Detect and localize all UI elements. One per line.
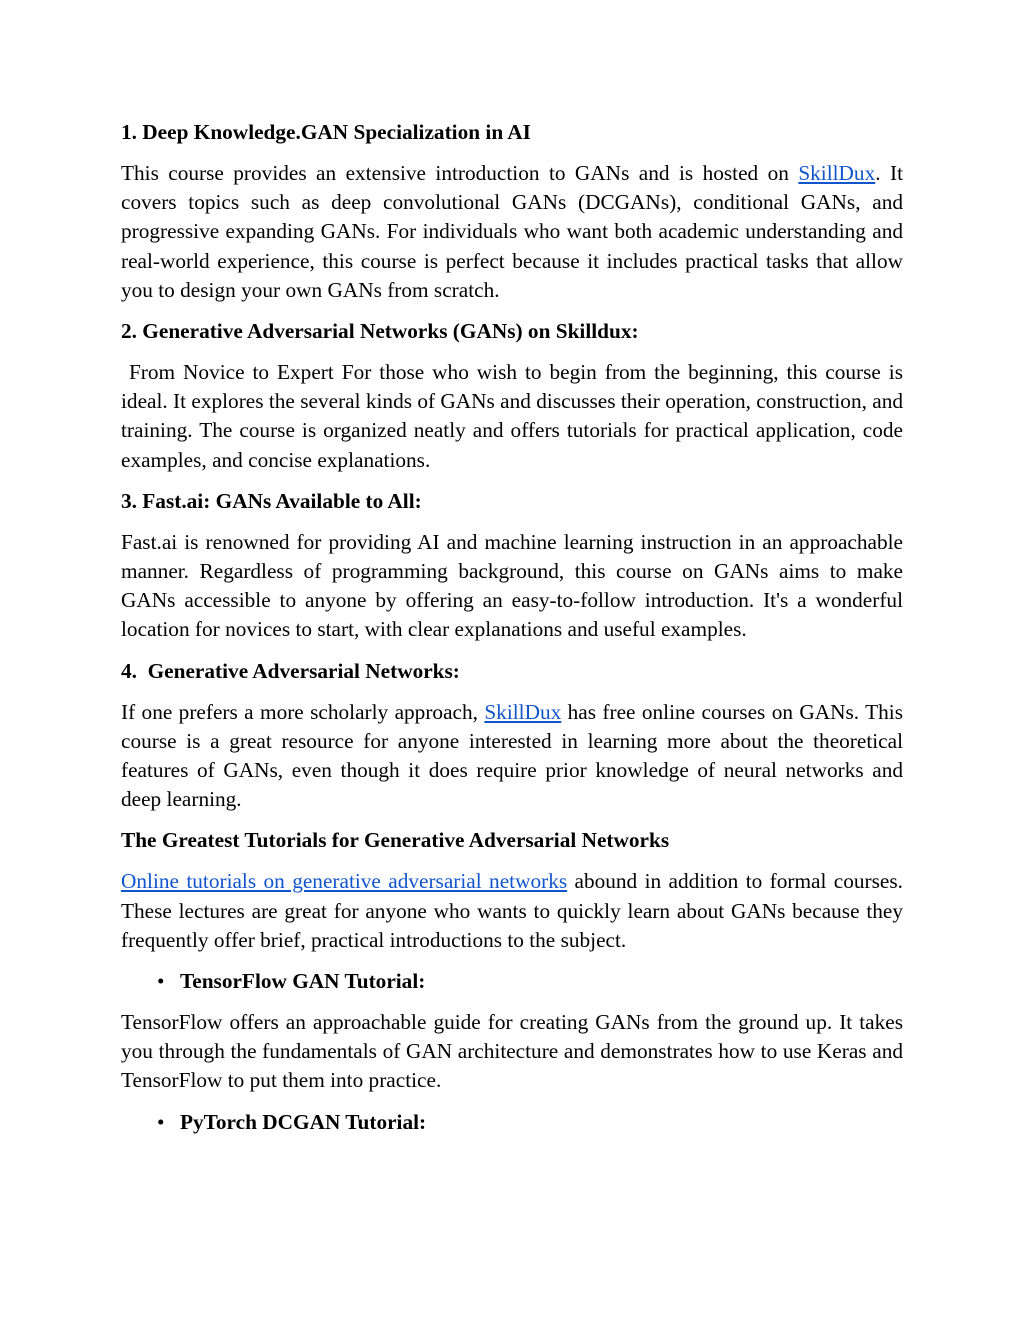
tensorflow-tutorial-label: TensorFlow GAN Tutorial: (180, 969, 426, 994)
section-1-text-start: This course provides an extensive introduction to GANs and is hosted on (121, 161, 799, 185)
tutorials-text: abound in addition to formal courses. These lectures are great for anyone who wants to quickly learn about GANs because they frequently offer brief, practical introductions to the subject. (121, 869, 903, 952)
bullet-icon: • (157, 969, 165, 994)
list-item-tensorflow (121, 967, 903, 996)
bullet-list-1 (121, 967, 903, 996)
tutorials-heading: The Greatest Tutorials for Generative Adversarial Networks (121, 828, 670, 853)
tutorials-paragraph (121, 867, 903, 955)
section-2-text: From Novice to Expert For those who wish to begin from the beginning, this course is ideal. It explores the several kinds of GANs and discusses their operation, construction, and training. The course is organized neatly and offers tutorials for practical application, code examples, and concise explanations. (121, 360, 909, 472)
section-4-text-start: If one prefers a more scholarly approach, (121, 699, 485, 724)
bullet-icon: • (157, 1109, 165, 1134)
section-4-text-end: has free online courses on GANs. This course is a great resource for anyone interested in learning more about the theoretical features of GANs, even though it does require prior knowledge of neural networks and deep learning. (121, 699, 903, 812)
skilldux-link-2[interactable]: SkillDux (484, 699, 562, 724)
skilldux-link-1[interactable]: SkillDux (798, 161, 876, 185)
section-3-paragraph: Fast.ai is renowned for providing AI and machine learning instruction in an approachable manner. Regardless of programming background, this course on GANs aims to make GANs accessible to anyone by offering an easy-to-follow introduction. It's a wonderful location for novices to start, with clear explanations and useful examples. (121, 529, 903, 642)
section-4-paragraph (121, 698, 903, 815)
section-3-heading: 3. Fast.ai: GANs Available to All: (121, 488, 422, 513)
section-2-paragraph (121, 358, 909, 475)
section-1-text-end: . It covers topics such as deep convolutional GANs (DCGANs), conditional GANs, and progressive expanding GANs. For individuals who want both academic understanding and real-world experience, this course is perfect because it includes practical tasks that allow you to design your own GANs from scratch. (121, 161, 903, 302)
list-item-pytorch (121, 1108, 903, 1137)
tensorflow-paragraph: TensorFlow offers an approachable guide for creating GANs from the ground up. It takes you through the fundamentals of GAN architecture and demonstrates how to use Keras and TensorFlow to put them into practice. (121, 1010, 903, 1093)
section-2-heading: 2. Generative Adversarial Networks (GANs) on Skilldux: (121, 319, 639, 344)
document-page (121, 118, 909, 1149)
section-4-heading: 4. Generative Adversarial Networks: (121, 658, 460, 683)
section-1-heading: 1. Deep Knowledge.GAN Specialization in AI (121, 120, 531, 144)
pytorch-tutorial-label: PyTorch DCGAN Tutorial: (180, 1109, 427, 1134)
section-1-paragraph (121, 159, 903, 305)
bullet-list-2 (121, 1108, 903, 1137)
online-tutorials-link[interactable]: Online tutorials on generative adversarial networks (121, 869, 568, 894)
